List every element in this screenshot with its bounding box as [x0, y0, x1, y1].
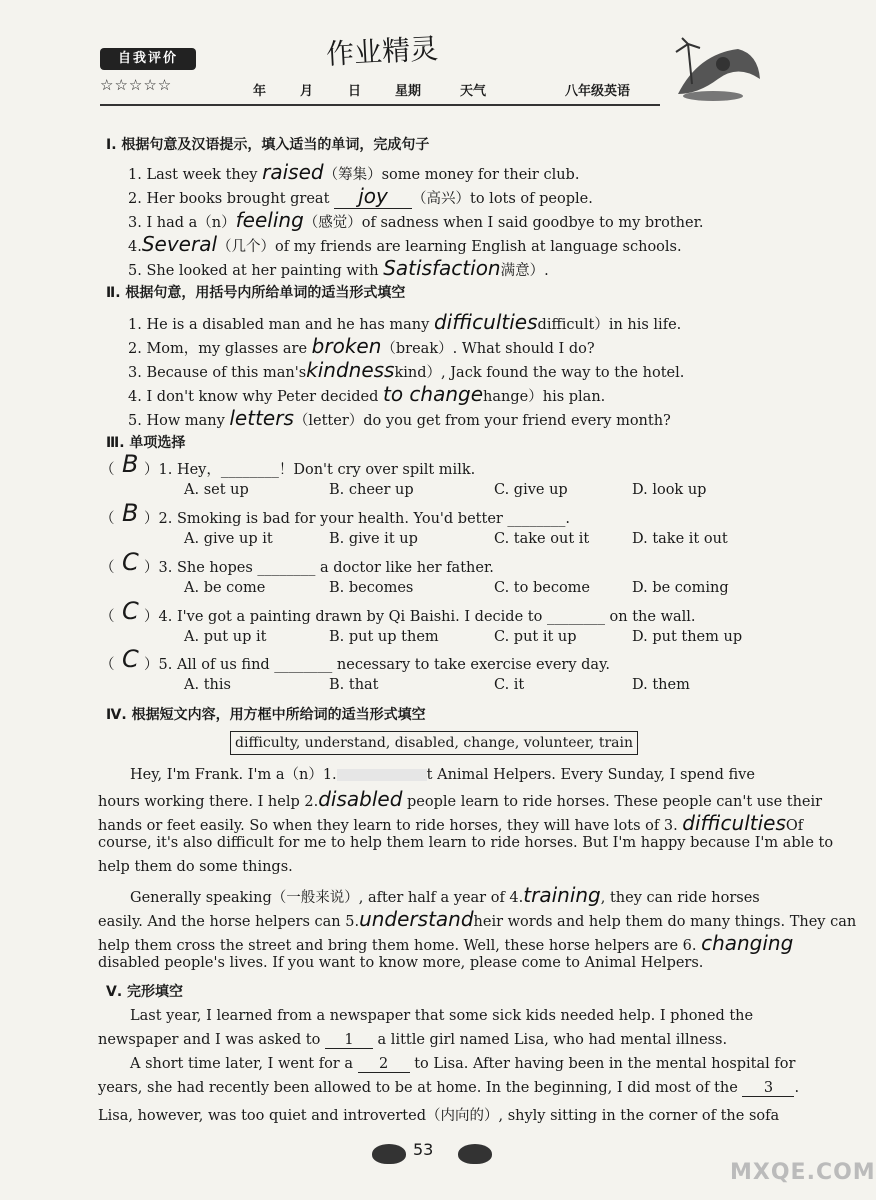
page-number: 53	[413, 1140, 434, 1159]
s4-para-line-1: Hey, I'm Frank. I'm a（n）1. t Animal Helpers. Every Sunday, I spend five	[130, 767, 755, 783]
bird-right-icon	[458, 1144, 492, 1164]
s5-para-line-1: Last year, I learned from a newspaper that some sick kids needed help. I phoned the	[130, 1008, 754, 1024]
section-2-title: Ⅱ. 根据句意，用括号内所给单词的适当形式填空	[106, 285, 406, 301]
mc-question-2: （ B ）2. Smoking is bad for your health. You'd better ________. A. give up it B. give it up C. take out it D. take it out	[100, 499, 728, 547]
year-label: 年	[253, 84, 267, 99]
s2-line-1: 1. He is a disabled man and he has many difficultiesdifficult）in his life.	[128, 310, 682, 334]
s4-para-line-7: easily. And the horse helpers can 5.understandheir words and help them do many things. They can	[98, 907, 857, 931]
weather-label: 天气	[460, 84, 487, 99]
header-divider	[100, 104, 660, 106]
s2-line-5: 5. How many letters（letter）do you get from your friend every month?	[128, 406, 671, 430]
rating-stars: ☆☆☆☆☆	[100, 76, 173, 94]
s4-para-line-6: Generally speaking（一般来说）, after half a year of 4.training, they can ride horses	[130, 883, 760, 907]
s2-line-2: 2. Mom，my glasses are broken（break）. What should I do?	[128, 334, 595, 358]
bird-left-icon	[372, 1144, 406, 1164]
section-1-title: Ⅰ. 根据句意及汉语提示，填入适当的单词，完成句子	[106, 137, 430, 153]
mc-question-4: （ C ）4. I've got a painting drawn by Qi Baishi. I decide to ________ on the wall. A. put up it B. put up them C. put it up D. put them up	[100, 597, 743, 645]
s1-line-3: 3. I had a（n）feeling（感觉）of sadness when I said goodbye to my brother.	[128, 208, 704, 232]
section-4-title: Ⅳ. 根据短文内容，用方框中所给词的适当形式填空	[106, 707, 426, 723]
self-evaluation-badge: 自我评价	[100, 48, 196, 70]
subject-label: 八年级英语	[565, 84, 631, 99]
s1-line-5: 5. She looked at her painting with Satisfaction满意）.	[128, 256, 549, 280]
section-3-title: Ⅲ. 单项选择	[106, 435, 186, 451]
mc-question-3: （ C ）3. She hopes ________ a doctor like her father. A. be come B. becomes C. to become D. be coming	[100, 548, 729, 596]
s4-para-line-2: hours working there. I help 2.disabled people learn to ride horses. These people can't use their	[98, 787, 823, 811]
brand-title: 作业精灵	[325, 32, 439, 71]
mc-question-5: （ C ）5. All of us find ________ necessary to take exercise every day. A. this B. that C. it D. them	[100, 645, 690, 693]
s5-para-line-3: A short time later, I went for a 2 to Lisa. After having been in the mental hospital for	[130, 1056, 796, 1072]
s2-line-3: 3. Because of this man'skindnesskind）, Jack found the way to the hotel.	[128, 358, 685, 382]
s5-para-line-2: newspaper and I was asked to 1 a little girl named Lisa, who had mental illness.	[98, 1032, 728, 1048]
s1-line-1: 1. Last week they raised（筹集）some money for their club.	[128, 160, 580, 184]
s2-line-4: 4. I don't know why Peter decided to changehange）his plan.	[128, 382, 606, 406]
s4-para-line-5: help them do some things.	[98, 859, 293, 875]
week-label: 星期	[395, 84, 422, 99]
s4-para-line-4: course, it's also difficult for me to help them learn to ride horses. But I'm happy because I'm able to	[98, 835, 834, 851]
s5-para-line-5: Lisa, however, was too quiet and introverted（内向的）, shyly sitting in the corner of the sofa	[98, 1108, 780, 1124]
watermark: MXQE.COM	[730, 1160, 876, 1185]
s4-para-line-8: help them cross the street and bring them home. Well, these horse helpers are 6. changing	[98, 931, 794, 955]
day-label: 日	[348, 84, 362, 99]
section-5-title: Ⅴ. 完形填空	[106, 984, 184, 1000]
month-label: 月	[300, 84, 314, 99]
s4-para-line-3: hands or feet easily. So when they learn to ride horses, they will have lots of 3. difficultiesOf	[98, 811, 804, 835]
mc-question-1: （ B ）1. Hey，________！Don't cry over spilt milk. A. set up B. cheer up C. give up D. look up	[100, 450, 707, 498]
word-box: difficulty, understand, disabled, change, volunteer, train	[230, 731, 638, 755]
s4-para-line-9: disabled people's lives. If you want to know more, please come to Animal Helpers.	[98, 955, 704, 971]
surfer-illustration-icon	[668, 34, 764, 106]
s5-para-line-4: years, she had recently been allowed to be at home. In the beginning, I did most of the 3 .	[98, 1080, 800, 1096]
s1-line-2: 2. Her books brought great joy （高兴）to lots of people.	[128, 184, 593, 208]
s1-line-4: 4.Several（几个）of my friends are learning English at language schools.	[128, 232, 682, 256]
